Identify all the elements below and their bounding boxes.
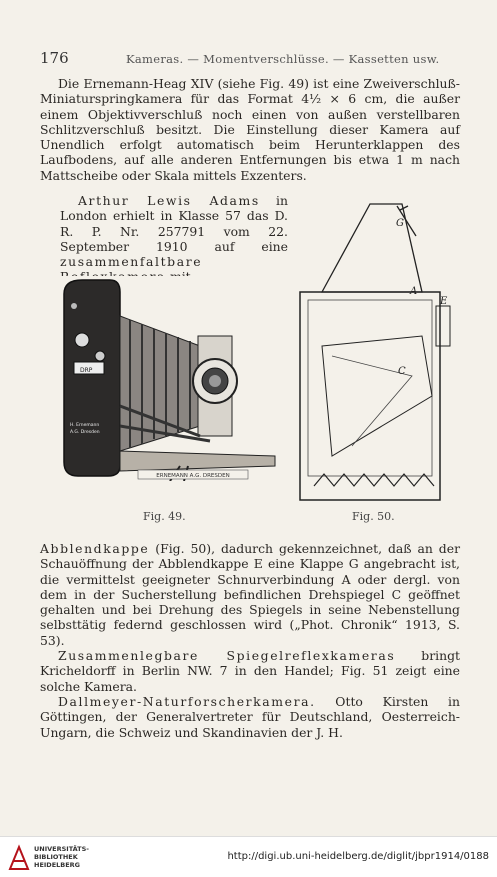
paragraph-4-text: bringt Kricheldorff in Berlin NW. 7 in den Handel; Fig. 51 zeigt eine solche Kamera. [40,648,460,694]
figure-49-camera [60,276,282,481]
paragraph-5-text: Otto Kirsten in Göttingen, der Generalvertreter für Deutschland, Oesterreich-Ungarn, die Schweiz und Skandinavien der J. H. [40,693,460,740]
figure-50-diagram [292,196,454,502]
paragraph-3-text: (Fig. 50), dadurch gekennzeichnet, daß an der Schauöffnung der Abblendkappe E eine Klappe G angebracht ist, die vermittelst geeigneter Schnurverbindung A oder dergl. von dem in der Sucherstellung befindlichen Drehspiegel C geöffnet gehalten und bei Drehung des Spiegels in seine Nebenstellung selbsttätig federnd geschlossen wird („Phot. Chronik“ 1913, S. 53). [40,541,460,648]
permalink-url[interactable]: http://digi.ub.uni-heidelberg.de/diglit/jbpr1914/0188 [227,851,489,862]
person-name: Arthur Lewis Adams [78,193,260,208]
figure-50-label-a: A [410,286,418,297]
figure-49-plate-text: ERNEMANN A.G. DRESDEN [156,473,230,479]
figure-50-label-c: C [398,366,406,377]
figure-49-body-text-2: A.G. Dresden [70,430,100,435]
figure-50-caption: Fig. 50. [352,510,395,523]
paragraph-heag [40,76,460,183]
figure-50-label-g: G [396,218,404,229]
figure-49-drp-label: DRP [80,367,93,374]
spaced-term: Abblendkappe [40,541,150,556]
paragraph-adams [60,193,288,285]
paragraph-abblendkappe [40,541,460,740]
library-name: UNIVERSITÄTS- BIBLIOTHEK HEIDELBERG [34,845,89,869]
paragraph-1: Die Ernemann-Heag XIV (siehe Fig. 49) ist eine Zweiverschluß-Miniaturspringkamera für das Format 4½ × 6 cm, die außer einem Objektivverschluß noch einen von außen verstellbaren Schlitzverschluß besitzt. Die Einstellung dieser Kamera auf Unendlich erfolgt automatisch beim Herunterklappen des Laufbodens, auf alle anderen Entfernungen bis etwa 1 m nach Mattscheibe oder Skala mittels Exzenters. [40,76,460,183]
figure-49-body-text-1: H. Ernemann [70,423,100,428]
paragraph-2-text: in London erhielt in Klasse 57 das D. R. P. Nr. 257791 vom 22. September 1910 auf eine [60,193,288,254]
viewer-footer [0,836,497,877]
running-title: Kameras. — Momentverschlüsse. — Kassetten usw. [126,52,440,66]
library-logo-icon [8,843,30,871]
spaced-term: Dallmeyer-Naturforscherkamera. [58,693,316,709]
spaced-term: Zusammenlegbare Spiegelreflexkameras [58,648,396,664]
figure-50-label-e: E [440,296,448,307]
page-number: 176 [40,49,69,67]
figure-49-caption: Fig. 49. [143,510,186,523]
spaced-term: zusammenfaltbare [60,254,203,270]
